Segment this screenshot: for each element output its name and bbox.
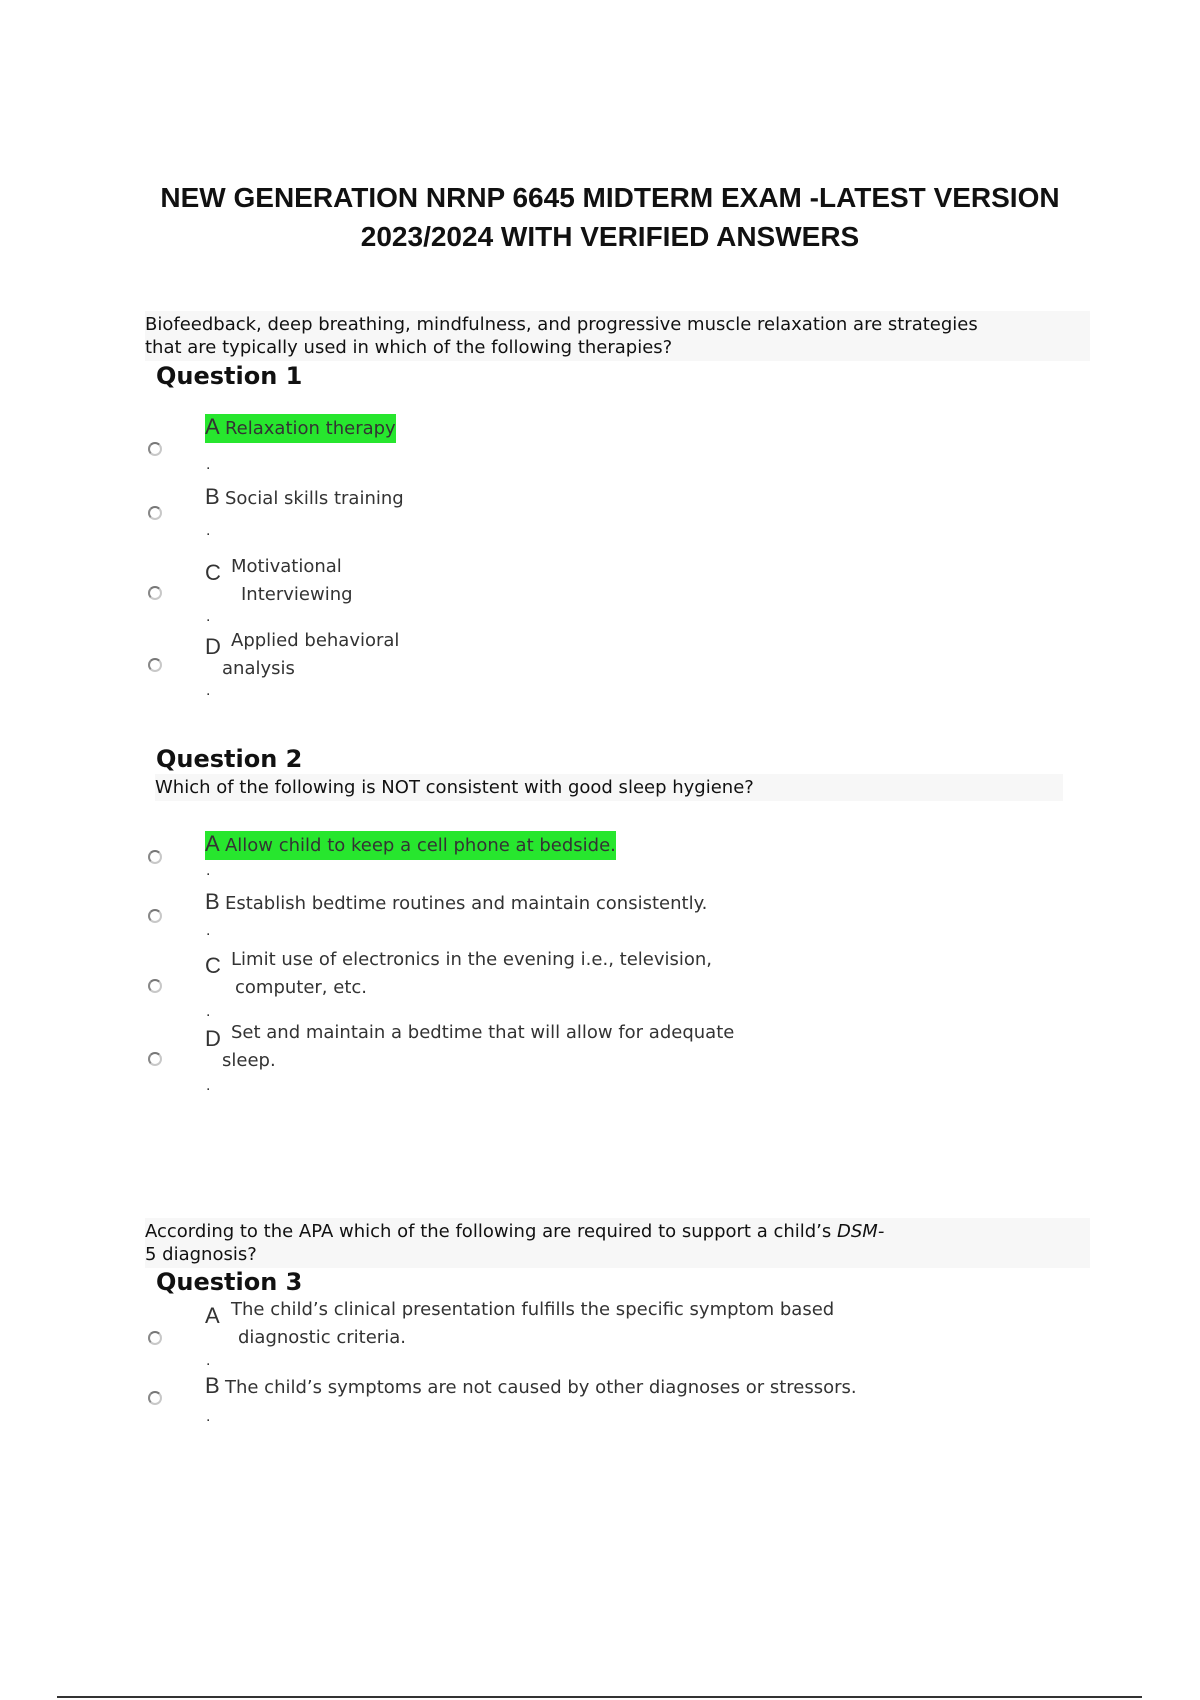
option-text: Relaxation therapy [224, 418, 396, 439]
radio-q1-c[interactable] [148, 586, 162, 600]
option-letter: D [205, 1026, 221, 1051]
radio-q2-c[interactable] [148, 979, 162, 993]
option-text: computer, etc. [235, 977, 368, 998]
radio-q1-a[interactable] [148, 442, 162, 456]
option-q2-b[interactable] [205, 889, 707, 915]
separator-dot: . [206, 522, 211, 539]
option-q3-b[interactable] [205, 1373, 857, 1399]
stem-line: that are typically used in which of the following therapies? [145, 337, 673, 358]
option-q3-a[interactable] [205, 1296, 834, 1352]
separator-dot: . [206, 682, 211, 699]
option-q1-b[interactable] [205, 484, 404, 510]
separator-dot: . [206, 922, 211, 939]
option-text: Allow child to keep a cell phone at bedside. [224, 835, 616, 856]
option-q2-a[interactable] [205, 831, 616, 857]
stem-text: According to the APA which of the following are required to support a child’s [145, 1221, 838, 1242]
option-text: sleep. [222, 1050, 276, 1071]
question-2-stem [155, 774, 1063, 801]
question-3-heading: Question 3 [156, 1268, 303, 1296]
stem-line [145, 1220, 1090, 1243]
option-q1-d[interactable] [205, 627, 399, 683]
option-q1-c[interactable] [205, 553, 353, 609]
option-letter: A [205, 414, 220, 439]
radio-q2-a[interactable] [148, 850, 162, 864]
option-text: Establish bedtime routines and maintain consistently. [224, 893, 708, 914]
stem-emphasis: DSM- [837, 1221, 885, 1242]
option-q2-c[interactable] [205, 946, 712, 1002]
radio-q2-d[interactable] [148, 1052, 162, 1066]
separator-dot: . [206, 1352, 211, 1369]
option-text: Applied behavioral [231, 630, 400, 651]
option-letter: A [205, 1303, 220, 1328]
option-letter: B [205, 484, 220, 509]
option-letter: B [205, 889, 220, 914]
question-1-stem [145, 311, 1090, 361]
option-q1-a[interactable] [205, 414, 396, 440]
answer-highlight [205, 414, 396, 443]
answer-highlight [205, 831, 616, 860]
option-letter: A [205, 831, 220, 856]
question-3-stem [145, 1218, 1090, 1268]
stem-line: Which of the following is NOT consistent with good sleep hygiene? [155, 777, 754, 798]
stem-line: 5 diagnosis? [145, 1244, 257, 1265]
option-text: Social skills training [224, 488, 404, 509]
radio-q3-b[interactable] [148, 1391, 162, 1405]
option-text: analysis [222, 658, 295, 679]
radio-q3-a[interactable] [148, 1331, 162, 1345]
title-line-2: 2023/2024 WITH VERIFIED ANSWERS [360, 221, 860, 252]
document-title [150, 178, 1070, 256]
option-q2-d[interactable] [205, 1019, 734, 1075]
radio-q1-b[interactable] [148, 506, 162, 520]
separator-dot: . [206, 862, 211, 879]
separator-dot: . [206, 1408, 211, 1425]
separator-dot: . [206, 608, 211, 625]
option-text: The child’s symptoms are not caused by other diagnoses or stressors. [224, 1377, 857, 1398]
option-text: diagnostic criteria. [238, 1327, 406, 1348]
option-text: Motivational [231, 556, 342, 577]
question-2-heading: Question 2 [156, 745, 303, 773]
option-text: Set and maintain a bedtime that will allow for adequate [231, 1022, 735, 1043]
separator-dot: . [206, 1077, 211, 1094]
page-bottom-rule [57, 1696, 1142, 1698]
question-1-heading: Question 1 [156, 362, 303, 390]
title-line-1: NEW GENERATION NRNP 6645 MIDTERM EXAM -LATEST VERSION [160, 182, 1060, 213]
stem-line: Biofeedback, deep breathing, mindfulness, and progressive muscle relaxation are strategies [145, 314, 978, 335]
option-letter: C [205, 953, 221, 978]
option-letter: D [205, 634, 221, 659]
separator-dot: . [206, 1003, 211, 1020]
option-letter: C [205, 560, 221, 585]
option-text: Limit use of electronics in the evening i.e., television, [231, 949, 713, 970]
radio-q2-b[interactable] [148, 909, 162, 923]
option-text: Interviewing [241, 584, 353, 605]
option-letter: B [205, 1373, 220, 1398]
radio-q1-d[interactable] [148, 658, 162, 672]
separator-dot: . [206, 456, 211, 473]
option-text: The child’s clinical presentation fulfills the specific symptom based [231, 1299, 835, 1320]
